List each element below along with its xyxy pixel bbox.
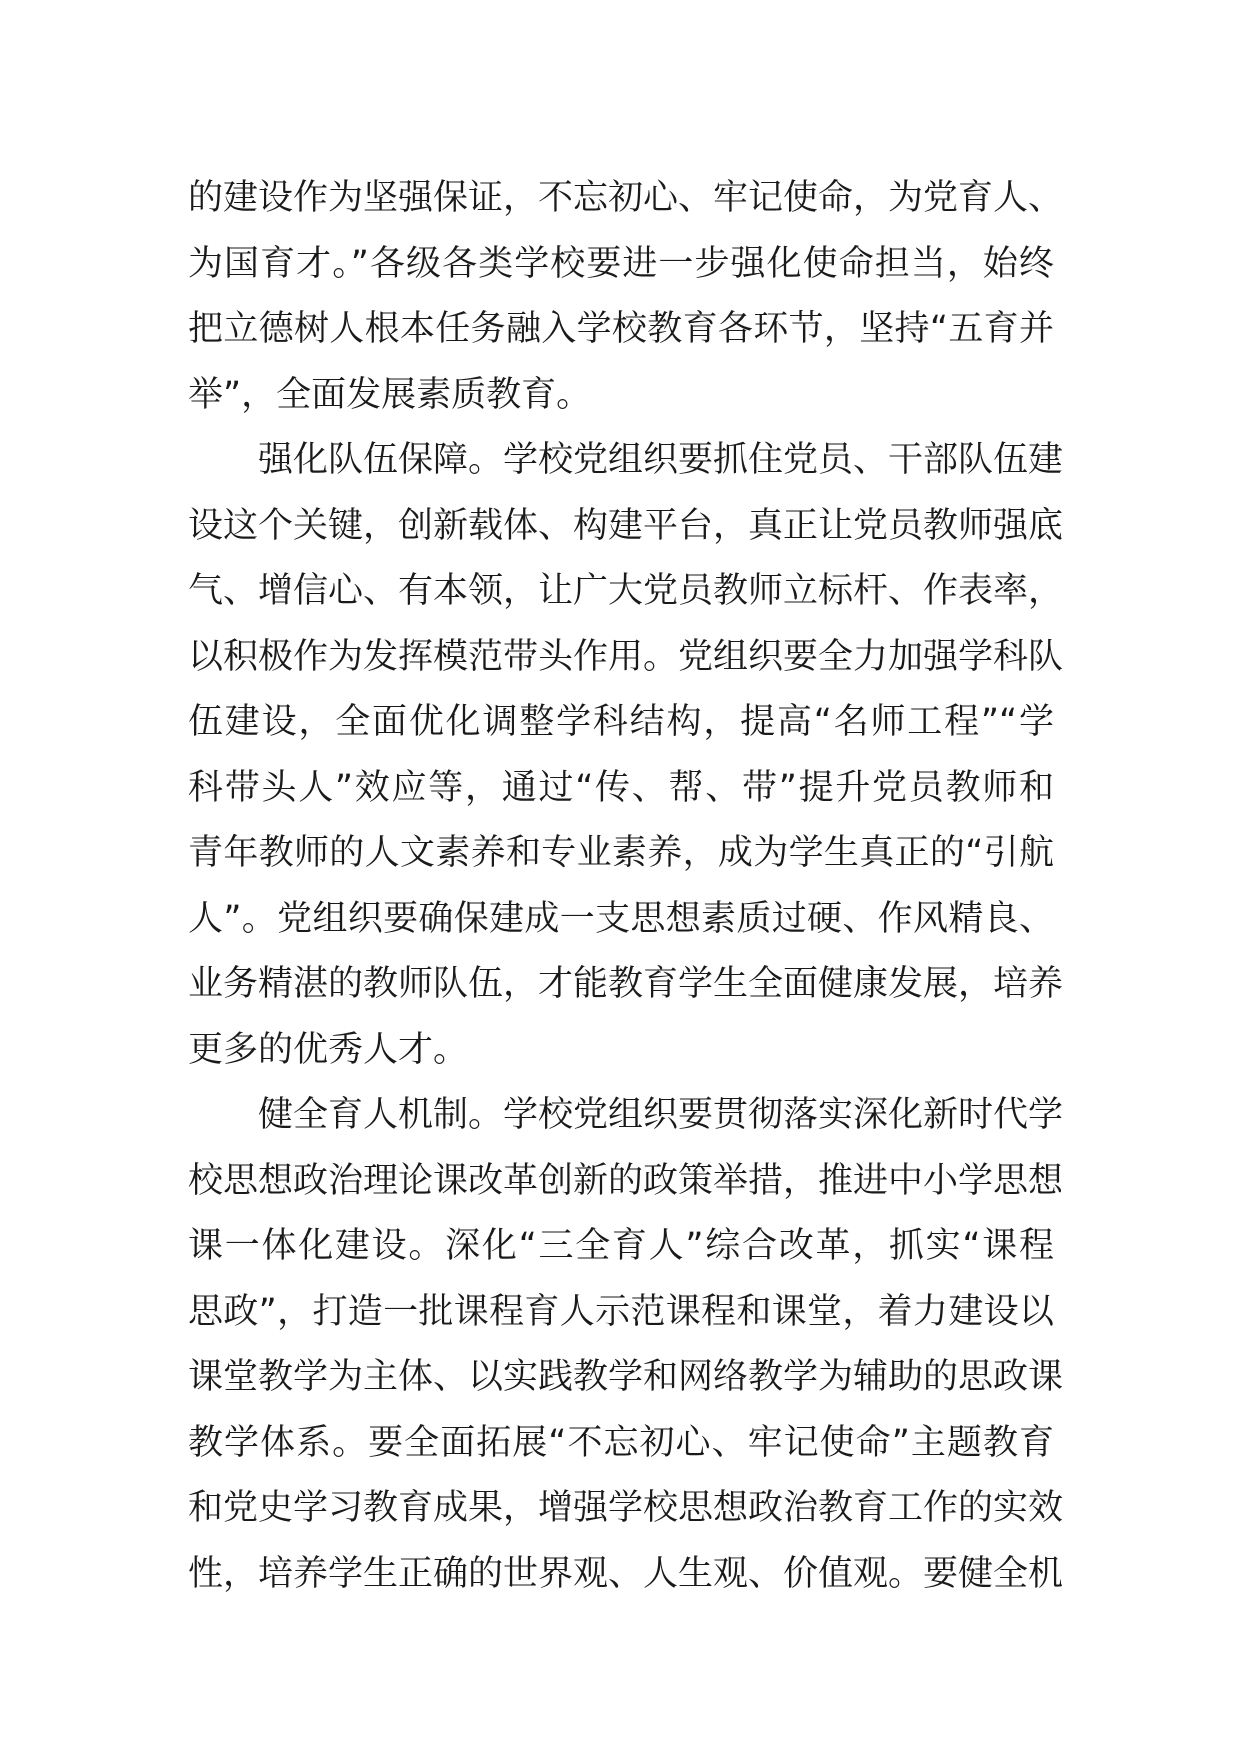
text-line: 设这个关键，创新载体、构建平台，真正让党员教师强底 (188, 505, 1064, 546)
text-line: 青年教师的人文素养和专业素养，成为学生真正的“引航 (188, 833, 1054, 873)
text-line: 以积极作为发挥模范带头作用。党组织要全力加强学科队 (188, 636, 1064, 677)
text-line: 为国育才。”各级各类学校要进一步强化使命担当，始终 (188, 243, 1054, 284)
text-line: 性，培养学生正确的世界观、人生观、价值观。要健全机 (188, 1553, 1064, 1594)
text-line: 课堂教学为主体、以实践教学和网络教学为辅助的思政课 (188, 1357, 1064, 1397)
paragraph-continuation (188, 166, 1064, 428)
text-line: 的建设作为坚强保证，不忘初心、牢记使命，为党育人、 (188, 178, 1064, 218)
text-line: 气、增信心、有本领，让广大党员教师立标杆、作表率， (188, 571, 1064, 611)
text-line: 思政”，打造一批课程育人示范课程和课堂，着力建设以 (188, 1291, 1054, 1332)
text-line: 更多的优秀人才。 (188, 1029, 469, 1070)
text-line: 举”，全面发展素质教育。 (188, 374, 592, 415)
text-line: 健全育人机制。学校党组织要贯彻落实深化新时代学 (258, 1095, 1064, 1135)
paragraph-education-mechanism (188, 1083, 1064, 1607)
text-line: 校思想政治理论课改革创新的政策举措，推进中小学思想 (188, 1160, 1064, 1201)
paragraph-team-guarantee (188, 428, 1064, 1083)
text-line: 和党史学习教育成果，增强学校思想政治教育工作的实效 (188, 1488, 1064, 1528)
text-line: 课一体化建设。深化“三全育人”综合改革，抓实“课程 (188, 1226, 1054, 1266)
text-line: 把立德树人根本任务融入学校教育各环节，坚持“五育并 (188, 309, 1054, 349)
text-line: 强化队伍保障。学校党组织要抓住党员、干部队伍建 (258, 440, 1064, 480)
document-page (188, 166, 1064, 1607)
text-line: 人”。党组织要确保建成一支思想素质过硬、作风精良、 (188, 898, 1054, 939)
text-line: 科带头人”效应等，通过“传、帮、带”提升党员教师和 (188, 767, 1054, 808)
text-line: 业务精湛的教师队伍，才能教育学生全面健康发展，培养 (188, 964, 1064, 1004)
text-line: 伍建设，全面优化调整学科结构，提高“名师工程”“学 (188, 702, 1054, 742)
text-line: 教学体系。要全面拓展“不忘初心、牢记使命”主题教育 (188, 1422, 1054, 1463)
